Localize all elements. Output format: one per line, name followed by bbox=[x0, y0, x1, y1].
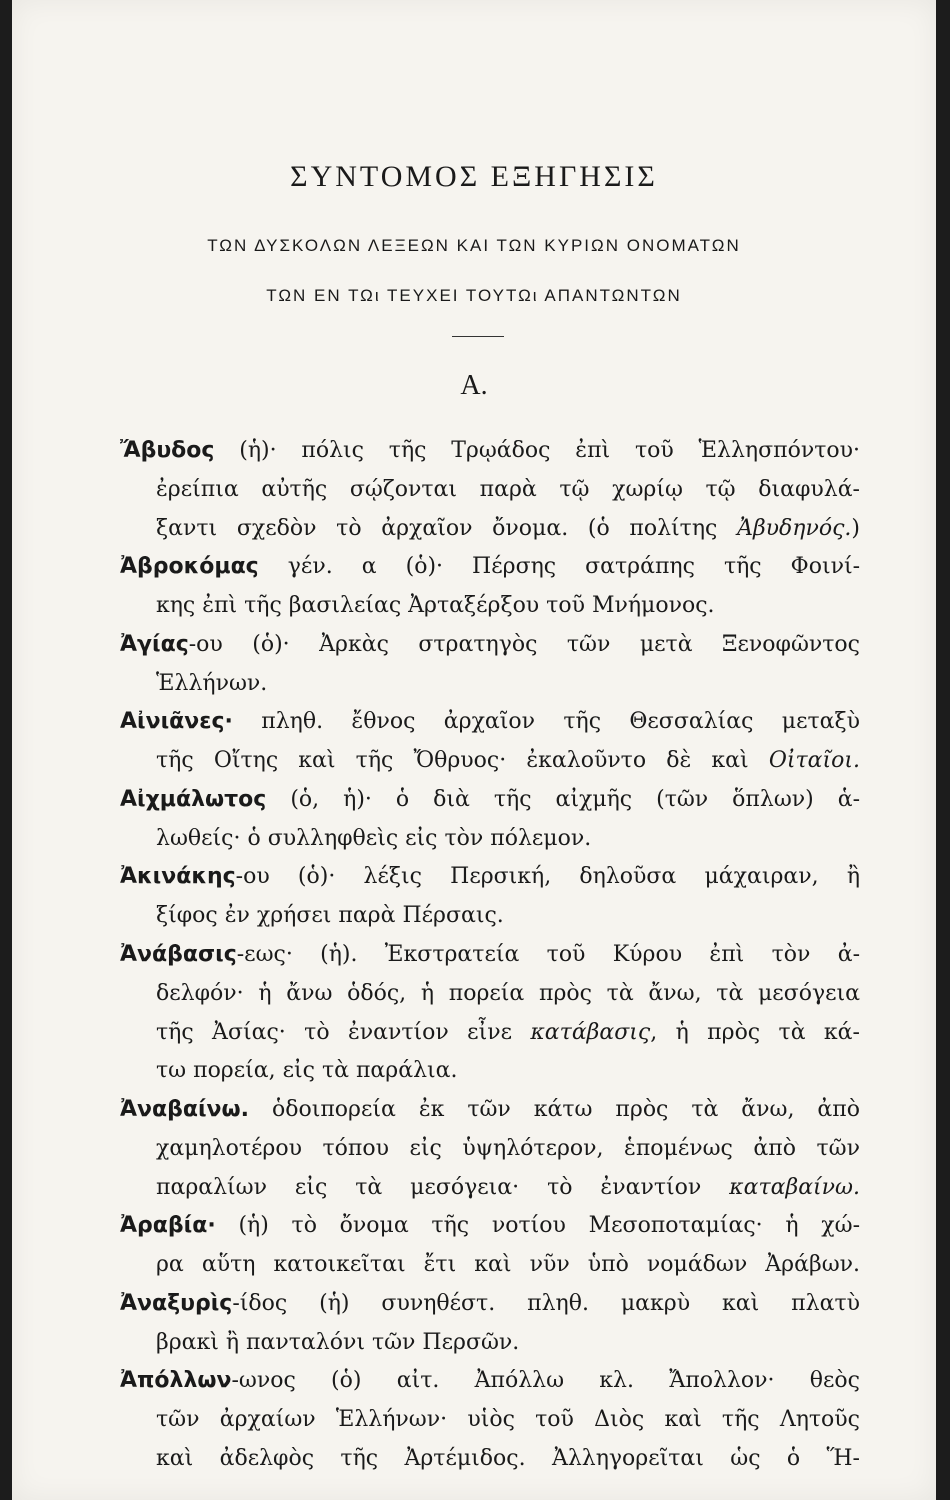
text-line bbox=[120, 781, 860, 820]
line-text: -ωνος (ὁ) αἰτ. Ἀπόλλω κλ. Ἄπολλον· θεὸς bbox=[231, 1368, 860, 1394]
text-line bbox=[156, 820, 860, 859]
line-text: , ἡ πρὸς τὰ κά- bbox=[650, 1019, 860, 1045]
book-page bbox=[12, 0, 936, 1500]
line-text: δελφόν· ἡ ἄνω ὁδός, ἡ πορεία πρὸς τὰ ἄνω, τὰ μεσόγεια bbox=[156, 980, 860, 1006]
text-line bbox=[156, 1440, 860, 1479]
entry-headword: Ἀκινάκης bbox=[120, 864, 236, 890]
line-text: -ου (ὁ)· λέξις Περσική, δηλοῦσα μάχαιραν, ἢ bbox=[235, 864, 860, 890]
text-line bbox=[120, 432, 860, 471]
line-text: παραλίων εἰς τὰ μεσόγεια· τὸ ἐναντίον bbox=[156, 1174, 730, 1200]
line-text: (ὁ, ἡ)· ὁ διὰ τῆς αἰχμῆς (τῶν ὅπλων) ἁ- bbox=[290, 786, 860, 812]
line-text: χαμηλοτέρου τόπου εἰς ὑψηλότερον, ἑπομένως ἀπὸ τῶν bbox=[156, 1135, 860, 1161]
entry-headword: Ἀπόλλων bbox=[120, 1368, 232, 1394]
text-line bbox=[156, 1014, 860, 1053]
entry-headword: Ἀγίας bbox=[120, 631, 189, 657]
text-line bbox=[120, 1207, 860, 1246]
entry-headword: Αἰνιᾶνες· bbox=[120, 709, 233, 735]
text-line bbox=[156, 742, 860, 781]
page-title: ΣΥΝΤΟΜΟΣ ΕΞΗΓΗΣΙΣ bbox=[290, 160, 658, 193]
subtitle-line-1: ΤΩΝ ΔΥΣΚΟΛΩΝ ΛΕΞΕΩΝ ΚΑΙ ΤΩΝ ΚΥΡΙΩΝ ΟΝΟΜΑΤΩΝ bbox=[207, 236, 741, 255]
text-line bbox=[156, 1401, 860, 1440]
line-text: τῆς Οἴτης καὶ τῆς Ὄθρυος· ἐκαλοῦντο δὲ καὶ bbox=[156, 748, 769, 774]
entry-headword: Ἀναξυρὶς bbox=[120, 1290, 233, 1316]
text-line bbox=[156, 471, 860, 510]
italic-term: κατάβασις bbox=[530, 1019, 651, 1045]
italic-term: καταβαίνω. bbox=[729, 1174, 860, 1200]
line-text: τῶν ἀρχαίων Ἑλλήνων· υἱὸς τοῦ Διὸς καὶ τῆς Λητοῦς bbox=[156, 1407, 860, 1433]
entry-headword: Ἄβυδος bbox=[120, 438, 215, 463]
line-text: (ἡ) τὸ ὄνομα τῆς νοτίου Μεσοποταμίας· ἡ χώ- bbox=[238, 1213, 860, 1239]
text-line bbox=[156, 975, 860, 1014]
line-text: (ἡ)· πόλις τῆς Τρῳάδος ἐπὶ τοῦ Ἑλλησπόντου· bbox=[239, 438, 860, 463]
text-line bbox=[120, 1091, 860, 1130]
line-text: ρα αὕτη κατοικεῖται ἔτι καὶ νῦν ὑπὸ νομάδων Ἀράβων. bbox=[156, 1252, 860, 1278]
text-line bbox=[120, 1285, 860, 1324]
line-text: κης ἐπὶ τῆς βασιλείας Ἀρταξέρξου τοῦ Μνήμονος. bbox=[156, 593, 715, 619]
entry-headword: Ἀραβία· bbox=[120, 1213, 216, 1239]
text-line bbox=[156, 510, 860, 549]
line-text: τῆς Ἀσίας· τὸ ἐναντίον εἶνε bbox=[156, 1019, 531, 1045]
line-text: πληθ. ἔθνος ἀρχαῖον τῆς Θεσσαλίας μεταξὺ bbox=[261, 709, 860, 735]
entry-headword: Ἀβροκόμας bbox=[120, 554, 259, 580]
text-line bbox=[156, 1246, 860, 1285]
text-line bbox=[120, 858, 860, 897]
entry-headword: Ἀνάβασις bbox=[120, 942, 237, 967]
line-text: γέν. α (ὁ)· Πέρσης σατράπης τῆς Φοινί- bbox=[287, 554, 861, 580]
subtitle-line-2: ΤΩΝ ΕΝ ΤΩι ΤΕΥΧΕΙ ΤΟΥΤΩι ΑΠΑΝΤΩΝΤΩΝ bbox=[266, 286, 682, 305]
italic-term: Ἀβυδηνός. bbox=[737, 515, 852, 541]
text-line bbox=[120, 1362, 860, 1401]
line-text: -ίδος (ἡ) συνηθέστ. πληθ. μακρὺ καὶ πλατὺ bbox=[232, 1290, 860, 1316]
italic-term: Οἰταῖοι. bbox=[768, 748, 860, 774]
line-text: καὶ ἀδελφὸς τῆς Ἀρτέμιδος. Ἀλληγορεῖται ὡς ὁ Ἥ- bbox=[156, 1446, 860, 1471]
line-text: βρακὶ ἢ πανταλόνι τῶν Περσῶν. bbox=[156, 1329, 520, 1355]
title-divider bbox=[452, 336, 504, 337]
text-line bbox=[156, 1169, 860, 1208]
line-text: ξίφος ἐν χρήσει παρὰ Πέρσαις. bbox=[156, 903, 504, 929]
line-text: ὁδοιπορεία ἐκ τῶν κάτω πρὸς τὰ ἄνω, ἀπὸ bbox=[271, 1097, 860, 1123]
line-text: -εως· (ἡ). Ἐκστρατεία τοῦ Κύρου ἐπὶ τὸν ἀ- bbox=[236, 942, 860, 967]
line-text: λωθείς· ὁ συλληφθεὶς εἰς τὸν πόλεμον. bbox=[156, 825, 592, 851]
line-text: Ἑλλήνων. bbox=[156, 670, 268, 696]
line-text: ) bbox=[851, 515, 860, 541]
entry-headword: Ἀναβαίνω. bbox=[120, 1097, 250, 1123]
text-line bbox=[120, 626, 860, 665]
text-line bbox=[156, 587, 860, 626]
line-text: ἐρείπια αὐτῆς σῴζονται παρὰ τῷ χωρίῳ τῷ διαφυλά- bbox=[156, 476, 860, 502]
text-line bbox=[156, 1052, 860, 1091]
text-line bbox=[120, 703, 860, 742]
line-text: ξαντι σχεδὸν τὸ ἀρχαῖον ὄνομα. (ὁ πολίτης bbox=[156, 515, 738, 541]
section-letter: Α. bbox=[460, 370, 488, 401]
text-line bbox=[156, 897, 860, 936]
entry-headword: Αἰχμάλωτος bbox=[120, 786, 267, 812]
text-line bbox=[120, 936, 860, 975]
text-line bbox=[120, 548, 860, 587]
line-text: τω πορεία, εἰς τὰ παράλια. bbox=[156, 1058, 458, 1084]
text-line bbox=[156, 1324, 860, 1363]
text-line bbox=[156, 1130, 860, 1169]
line-text: -ου (ὁ)· Ἀρκὰς στρατηγὸς τῶν μετὰ Ξενοφῶντος bbox=[188, 631, 860, 657]
text-line bbox=[156, 665, 860, 704]
